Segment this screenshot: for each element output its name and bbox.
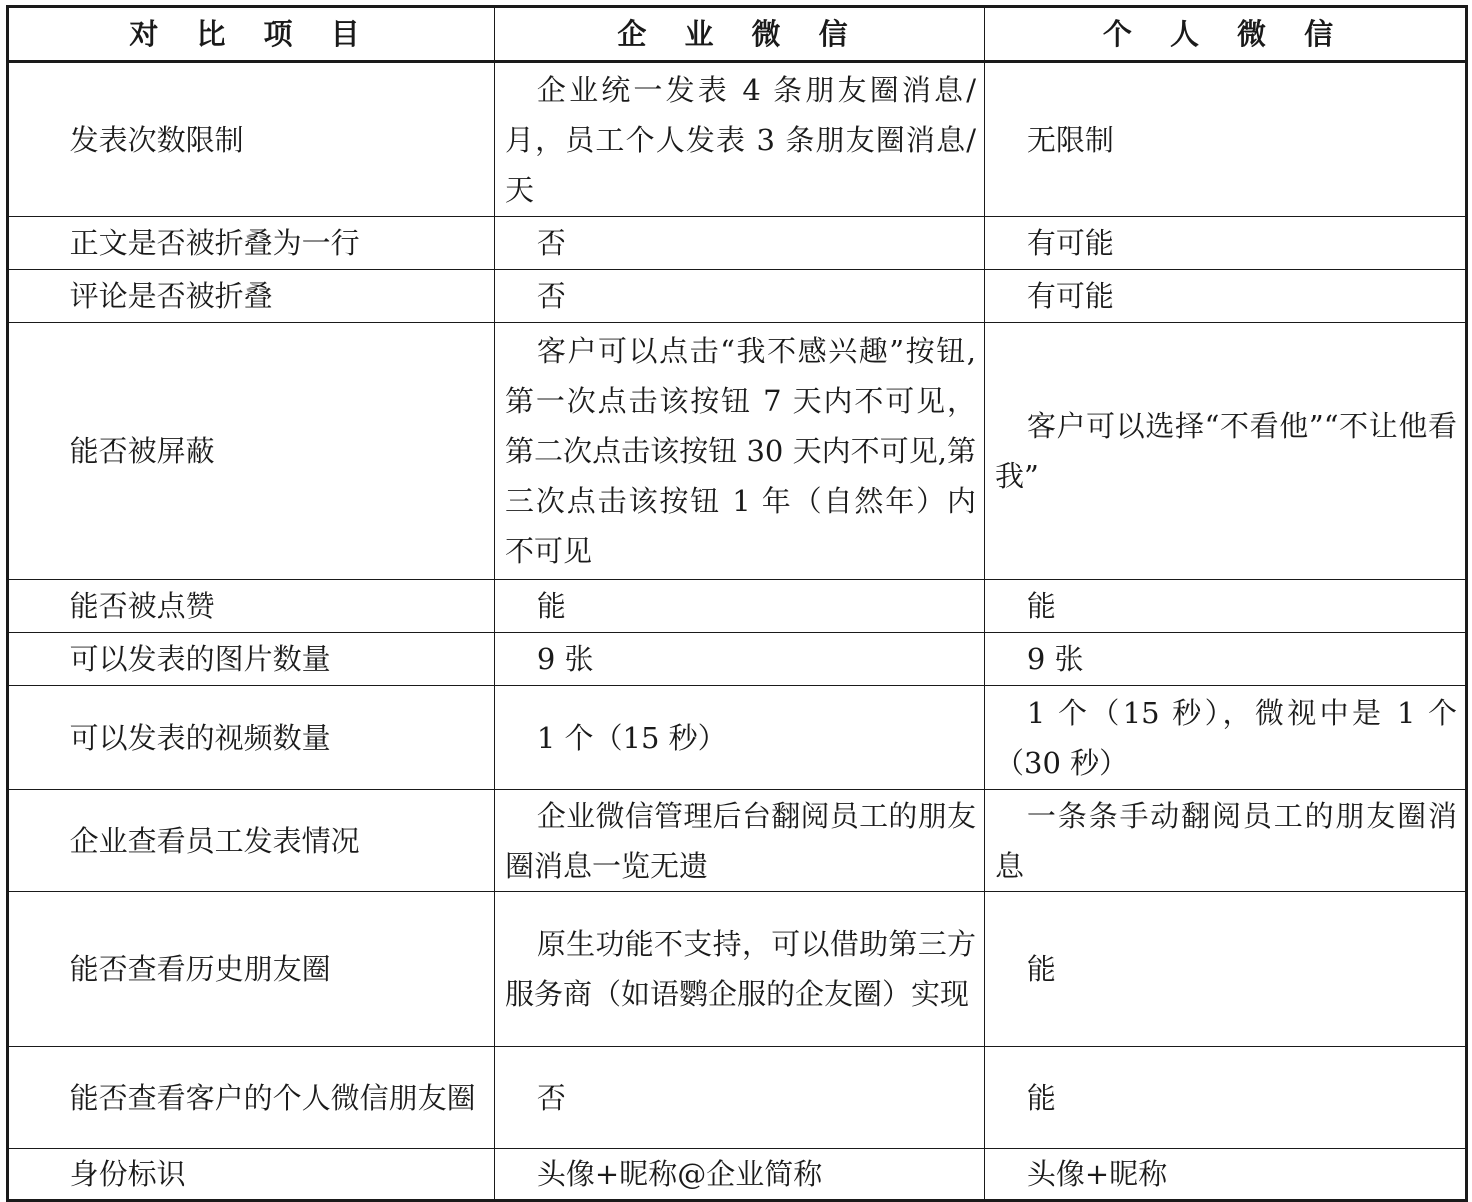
table-row xyxy=(8,62,1467,217)
personal-cell: 无限制 xyxy=(985,62,1467,217)
enterprise-cell: 企业微信管理后台翻阅员工的朋友圈消息一览无遗 xyxy=(495,790,985,892)
enterprise-cell: 否 xyxy=(495,270,985,323)
enterprise-cell: 能 xyxy=(495,580,985,633)
personal-cell: 有可能 xyxy=(985,270,1467,323)
row-label: 能否查看历史朋友圈 xyxy=(8,892,495,1047)
row-label: 企业查看员工发表情况 xyxy=(8,790,495,892)
enterprise-cell: 9 张 xyxy=(495,633,985,686)
enterprise-cell: 否 xyxy=(495,217,985,270)
personal-cell: 1 个（15 秒），微视中是 1 个（30 秒） xyxy=(985,686,1467,790)
table-row xyxy=(8,1149,1467,1201)
header-compare-item: 对 比 项 目 xyxy=(8,7,495,62)
table-row xyxy=(8,790,1467,892)
comparison-table xyxy=(6,5,1468,1202)
row-label: 能否被屏蔽 xyxy=(8,323,495,580)
enterprise-cell: 1 个（15 秒） xyxy=(495,686,985,790)
personal-cell: 能 xyxy=(985,580,1467,633)
row-label: 身份标识 xyxy=(8,1149,495,1201)
personal-cell: 能 xyxy=(985,1047,1467,1149)
header-personal-wechat: 个 人 微 信 xyxy=(985,7,1467,62)
personal-cell: 头像+昵称 xyxy=(985,1149,1467,1201)
enterprise-cell: 否 xyxy=(495,1047,985,1149)
enterprise-cell: 原生功能不支持，可以借助第三方服务商（如语鹦企服的企友圈）实现 xyxy=(495,892,985,1047)
personal-cell: 客户可以选择“不看他”“不让他看我” xyxy=(985,323,1467,580)
row-label: 可以发表的视频数量 xyxy=(8,686,495,790)
enterprise-cell: 客户可以点击“我不感兴趣”按钮,第一次点击该按钮 7 天内不可见，第二次点击该按钮 30 天内不可见,第三次点击该按钮 1 年（自然年）内不可见 xyxy=(495,323,985,580)
table-row xyxy=(8,1047,1467,1149)
personal-cell: 9 张 xyxy=(985,633,1467,686)
row-label: 正文是否被折叠为一行 xyxy=(8,217,495,270)
personal-cell: 能 xyxy=(985,892,1467,1047)
row-label: 能否查看客户的个人微信朋友圈 xyxy=(8,1047,495,1149)
personal-cell: 一条条手动翻阅员工的朋友圈消息 xyxy=(985,790,1467,892)
row-label: 能否被点赞 xyxy=(8,580,495,633)
personal-cell: 有可能 xyxy=(985,217,1467,270)
table-row xyxy=(8,686,1467,790)
row-label: 可以发表的图片数量 xyxy=(8,633,495,686)
table-row xyxy=(8,892,1467,1047)
header-row xyxy=(8,7,1467,62)
table-row xyxy=(8,633,1467,686)
enterprise-cell: 企业统一发表 4 条朋友圈消息/月，员工个人发表 3 条朋友圈消息/天 xyxy=(495,62,985,217)
enterprise-cell: 头像+昵称@企业简称 xyxy=(495,1149,985,1201)
row-label: 发表次数限制 xyxy=(8,62,495,217)
table-row xyxy=(8,580,1467,633)
table-row xyxy=(8,270,1467,323)
header-enterprise-wechat: 企 业 微 信 xyxy=(495,7,985,62)
row-label: 评论是否被折叠 xyxy=(8,270,495,323)
table-row xyxy=(8,217,1467,270)
table-row xyxy=(8,323,1467,580)
